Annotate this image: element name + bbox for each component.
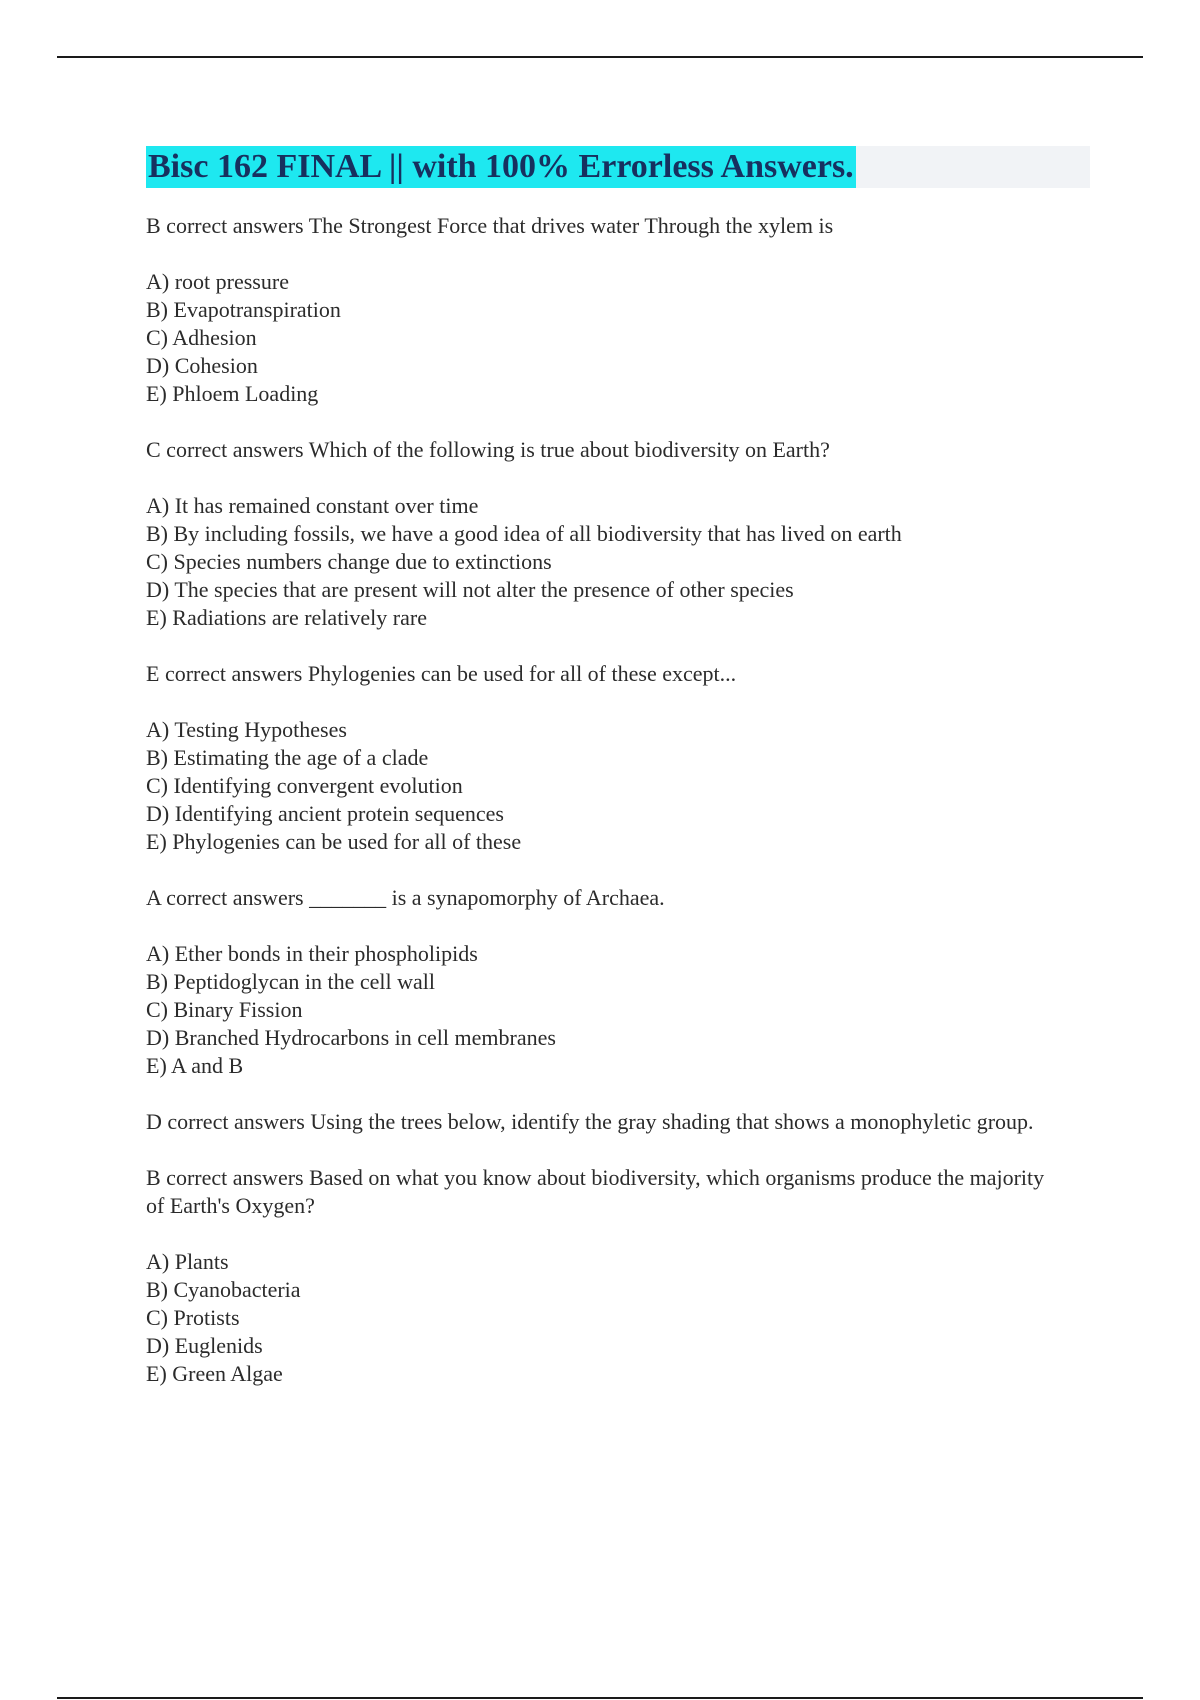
answer-option: C) Protists bbox=[146, 1305, 240, 1330]
answer-option: C) Adhesion bbox=[146, 325, 257, 350]
question-text: A correct answers _______ is a synapomorphy of Archaea. bbox=[146, 885, 665, 910]
question-text: D correct answers Using the trees below, identify the gray shading that shows a monophyletic group. bbox=[146, 1109, 1034, 1134]
question-text: B correct answers Based on what you know about biodiversity, which organisms produce the majority of Earth's Oxygen? bbox=[146, 1165, 1045, 1218]
question-4 bbox=[146, 884, 1066, 1080]
answer-option: D) Cohesion bbox=[146, 353, 258, 378]
answer-option: A) Testing Hypotheses bbox=[146, 717, 347, 742]
answer-options bbox=[146, 716, 1066, 856]
answer-option: E) Radiations are relatively rare bbox=[146, 605, 427, 630]
answer-option: C) Binary Fission bbox=[146, 997, 303, 1022]
answer-option: D) Euglenids bbox=[146, 1333, 263, 1358]
answer-option: B) By including fossils, we have a good idea of all biodiversity that has lived on earth bbox=[146, 521, 902, 546]
answer-option: A) It has remained constant over time bbox=[146, 493, 479, 518]
question-1 bbox=[146, 212, 1066, 408]
answer-options bbox=[146, 268, 1066, 408]
question-text: E correct answers Phylogenies can be used for all of these except... bbox=[146, 661, 737, 686]
answer-option: D) The species that are present will not alter the presence of other species bbox=[146, 577, 794, 602]
answer-option: E) A and B bbox=[146, 1053, 244, 1078]
answer-option: B) Peptidoglycan in the cell wall bbox=[146, 969, 435, 994]
answer-option: B) Estimating the age of a clade bbox=[146, 745, 429, 770]
answer-options bbox=[146, 1248, 1066, 1388]
question-list bbox=[146, 212, 1066, 1416]
answer-option: B) Evapotranspiration bbox=[146, 297, 341, 322]
answer-option: D) Branched Hydrocarbons in cell membranes bbox=[146, 1025, 556, 1050]
answer-option: E) Green Algae bbox=[146, 1361, 283, 1386]
question-2 bbox=[146, 436, 1066, 632]
answer-option: D) Identifying ancient protein sequences bbox=[146, 801, 504, 826]
answer-options bbox=[146, 492, 1066, 632]
answer-option: C) Species numbers change due to extinctions bbox=[146, 549, 552, 574]
top-divider bbox=[57, 56, 1143, 58]
question-3 bbox=[146, 660, 1066, 856]
answer-options bbox=[146, 940, 1066, 1080]
answer-option: A) root pressure bbox=[146, 269, 289, 294]
answer-option: A) Plants bbox=[146, 1249, 229, 1274]
answer-option: E) Phylogenies can be used for all of these bbox=[146, 829, 522, 854]
answer-option: C) Identifying convergent evolution bbox=[146, 773, 463, 798]
answer-option: E) Phloem Loading bbox=[146, 381, 319, 406]
bottom-divider bbox=[57, 1697, 1143, 1699]
answer-option: A) Ether bonds in their phospholipids bbox=[146, 941, 478, 966]
question-text: B correct answers The Strongest Force that drives water Through the xylem is bbox=[146, 213, 834, 238]
question-text: C correct answers Which of the following is true about biodiversity on Earth? bbox=[146, 437, 830, 462]
question-5 bbox=[146, 1108, 1066, 1136]
answer-option: B) Cyanobacteria bbox=[146, 1277, 301, 1302]
question-6 bbox=[146, 1164, 1066, 1388]
document-title: Bisc 162 FINAL || with 100% Errorless Answers. bbox=[146, 146, 856, 188]
